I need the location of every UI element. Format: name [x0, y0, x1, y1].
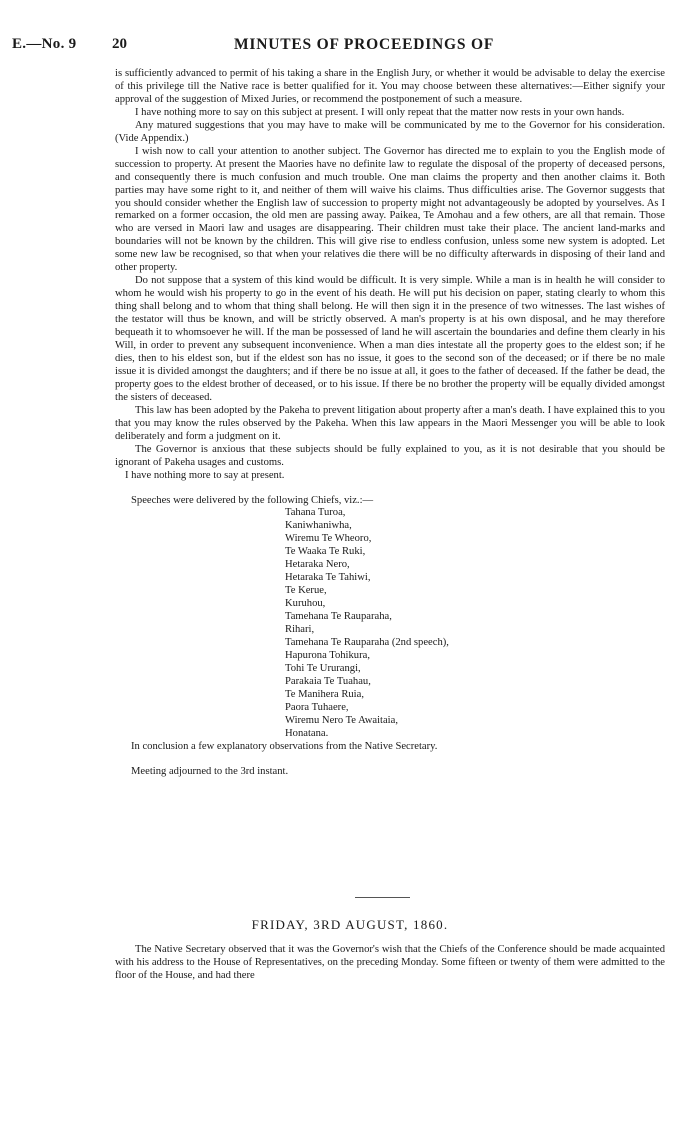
- paragraph: I have nothing more to say at present.: [125, 469, 285, 481]
- list-item: Paora Tuhaere,: [285, 701, 349, 713]
- date-heading: FRIDAY, 3RD AUGUST, 1860.: [251, 917, 449, 932]
- list-item: Parakaia Te Tuahau,: [285, 675, 371, 687]
- page-number: 20: [112, 36, 127, 52]
- page-header: [0, 36, 700, 58]
- spacer: [115, 754, 665, 766]
- conclusion-note: In conclusion a few explanatory observations from the Native Secretary.: [131, 740, 438, 752]
- list-item: Wiremu Te Wheoro,: [285, 533, 372, 545]
- paragraph: Do not suppose that a system of this kind would be difficult. It is very simple. While a man is in health he will consider to whom he would wish his property to go in the event of his death. He will put his decision on paper, stating clearly to whom this thing shall belong and to whom that thing shall belong. He will then sign it in the presence of two witnesses. The last wishes of the testator will thus be known, and will be strictly observed. A man's property is at his own disposal, and he may therefore bequeath it to whomsoever he will. If the man be possessed of land he will ascertain the boundaries and define them clearly in his Will, in order to prevent any subsequent inconvenience. When a man dies intestate all the property goes to the eldest son; if he dies, then to his eldest son, but if the eldest son has no issue, it goes to the second son of the deceased; or if there be no male issue it is divided amongst the daughters; and if there be no issue at all, it goes to the father of deceased. If the father be dead, the property goes to the eldest brother of deceased, or to his issue. If there be no brother the property will be equally divided amongst the sisters of deceased.: [115, 275, 665, 403]
- paragraph: The Native Secretary observed that it was the Governor's wish that the Chiefs of the Conference should be made acquainted with his address to the House of Representatives, on the preceding Monday. Some fifteen or twenty of them were admitted to the floor of the House, and had there: [115, 944, 665, 981]
- body-text-continued: [115, 944, 665, 983]
- adjournment-note: Meeting adjourned to the 3rd instant.: [131, 765, 289, 777]
- list-item: Te Kerue,: [285, 585, 327, 597]
- paragraph: Any matured suggestions that you may have to make will be communicated by me to the Governor for his consideration. (Vide Appendix.): [115, 119, 665, 144]
- paragraph: I wish now to call your attention to another subject. The Governor has directed me to explain to you the English mode of succession to property. At present the Maories have no definite law to regulate the disposal of the property of deceased persons, and consequently there is much confusion and much trouble. One man claims the property and then another claims it. Both parties may have some right to it, and neither of them will waive his claims. Thus difficulties arise. The Governor suggests that you should consider whether the English law of succession to property might not advantageously be adopted by yourselves. As I remarked on a former occasion, the old men are passing away. Paikea, Te Amohau and a few others, are all that remain. Those who are versed in Maori law and usages are disappearing. Their children must take their place. The ancient land-marks and boundaries will not be known by the children. This will give rise to endless confusion, unless some new system is adopted. Let some new law be recognised, so that when your relatives die there will be no difficulty afterwards in disposing of their land and other property.: [115, 145, 665, 274]
- list-item: Kaniwhaniwha,: [285, 520, 352, 532]
- body-text: [115, 68, 665, 779]
- section-divider: [355, 897, 410, 898]
- running-title: MINUTES OF PROCEEDINGS OF: [234, 36, 495, 53]
- list-item: Tohi Te Ururangi,: [285, 662, 361, 674]
- document-number: E.—No. 9: [12, 36, 77, 52]
- chiefs-list: [115, 507, 665, 740]
- spacer: [115, 483, 665, 495]
- paragraph: I have nothing more to say on this subject at present. I will only repeat that the matter now rests in your own hands.: [135, 106, 625, 118]
- speeches-intro: Speeches were delivered by the following Chiefs, viz.:—: [131, 494, 374, 506]
- list-item: Honatana.: [285, 727, 329, 739]
- list-item: Hapurona Tohikura,: [285, 649, 370, 661]
- paragraph: The Governor is anxious that these subjects should be fully explained to you, as it is not desirable that you should be ignorant of Pakeha usages and customs.: [115, 443, 665, 468]
- paragraph: This law has been adopted by the Pakeha to prevent litigation about property after a man's death. I have explained this to you that you may know the rules observed by the Pakeha. When this law appears in the Maori Messenger you will be able to look deliberately and form a judgment on it.: [115, 404, 665, 442]
- list-item: Te Waaka Te Ruki,: [285, 546, 366, 558]
- list-item: Tamehana Te Rauparaha,: [285, 611, 392, 623]
- list-item: Hetaraka Te Tahiwi,: [285, 572, 371, 584]
- list-item: Rihari,: [285, 624, 315, 636]
- paragraph: is sufficiently advanced to permit of his taking a share in the English Jury, or whether it would be advisable to delay the exercise of this privilege till the Native race is better qualified for it. You may choose between these alternatives:—Either signify your approval of the suggestion of Mixed Juries, or recommend the postponement of such a measure.: [115, 68, 665, 105]
- list-item: Hetaraka Nero,: [285, 559, 350, 571]
- list-item: Tahana Turoa,: [285, 507, 346, 519]
- list-item: Te Manihera Ruia,: [285, 688, 364, 700]
- list-item: Kuruhou,: [285, 598, 326, 610]
- list-item: Tamehana Te Rauparaha (2nd speech),: [285, 636, 449, 648]
- list-item: Wiremu Nero Te Awaitaia,: [285, 714, 398, 726]
